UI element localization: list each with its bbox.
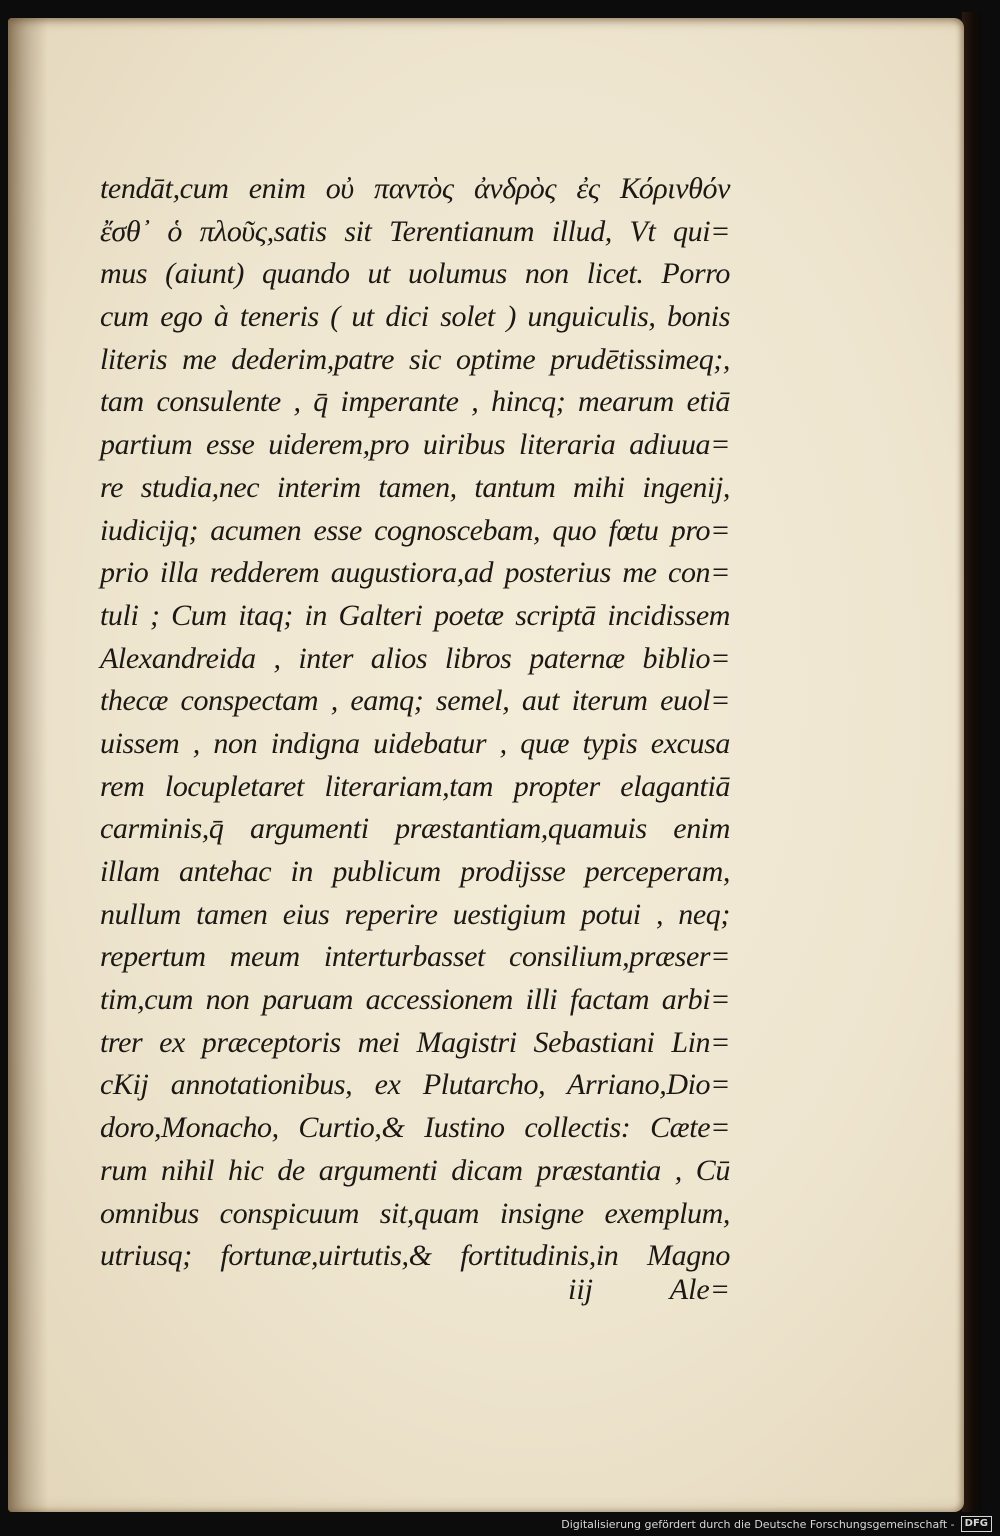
signature-mark: iij	[568, 1273, 594, 1306]
text-line: literis me dederim,patre sic optime prudētissimeq;,	[100, 342, 730, 376]
text-line: tim,cum non paruam accessionem illi factam arbi=	[100, 983, 730, 1017]
text-line: trer ex præceptoris mei Magistri Sebastiani Lin=	[100, 1025, 730, 1059]
text-line: mus (aiunt) quando ut uolumus non licet. Porro	[100, 257, 730, 291]
text-line: repertum meum interturbasset consilium,præser=	[100, 940, 730, 974]
text-line: nullum tamen eius reperire uestigium potui , neq;	[100, 897, 730, 931]
text-line: doro,Monacho, Curtio,& Iustino collectis: Cæte=	[100, 1111, 730, 1145]
text-line: tam consulente , q̄ imperante , hincq; mearum etiā	[100, 385, 730, 419]
page-footer	[100, 1273, 730, 1319]
digitization-credit	[561, 1516, 992, 1532]
text-block	[100, 168, 730, 1278]
text-line: omnibus conspicuum sit,quam insigne exemplum,	[100, 1196, 730, 1230]
credit-text: Digitalisierung gefördert durch die Deutsche Forschungsgemeinschaft -	[561, 1517, 955, 1531]
text-line: partium esse uiderem,pro uiribus literaria adiuua=	[100, 428, 730, 462]
text-line: utriusq; fortunæ,uirtutis,& fortitudinis,in Magno	[100, 1239, 730, 1273]
gutter-shadow	[8, 18, 48, 1512]
text-line: cum ego à teneris ( ut dici solet ) unguiculis, bonis	[100, 300, 730, 334]
text-line: carminis,q̄ argumenti præstantiam,quamuis enim	[100, 812, 730, 846]
text-line: tuli ; Cum itaq; in Galteri poetæ scriptā incidissem	[100, 598, 730, 632]
text-line: rum nihil hic de argumenti dicam præstantia , Cū	[100, 1153, 730, 1187]
text-line: tendāt,cum enim οὐ παντὸς ἀνδρὸς ἐς Κόρινθόν	[100, 172, 730, 205]
text-line: cKij annotationibus, ex Plutarcho, Arriano,Dio=	[100, 1068, 730, 1102]
text-line: illam antehac in publicum prodijsse perceperam,	[100, 855, 730, 888]
book-page	[8, 18, 964, 1512]
text-line: Alexandreida , inter alios libros paternæ biblio=	[100, 641, 730, 675]
text-line: rem locupletaret literariam,tam propter elagantiā	[100, 769, 730, 803]
dfg-logo-icon: DFG	[961, 1516, 992, 1532]
catchword: Ale=	[669, 1273, 730, 1306]
book-edge	[962, 12, 982, 1512]
text-line: prio illa redderem augustiora,ad posterius me con=	[100, 556, 730, 590]
text-line: ἔσθ᾽ ὁ πλοῦς,satis sit Terentianum illud, Vt qui=	[100, 214, 730, 248]
text-line: thecæ conspectam , eamq; semel, aut iterum euol=	[100, 684, 730, 718]
text-line: re studia,nec interim tamen, tantum mihi ingenij,	[100, 470, 730, 504]
text-line: uissem , non indigna uidebatur , quæ typis excusa	[100, 726, 730, 760]
text-line: iudicijq; acumen esse cognoscebam, quo fœtu pro=	[100, 513, 730, 547]
